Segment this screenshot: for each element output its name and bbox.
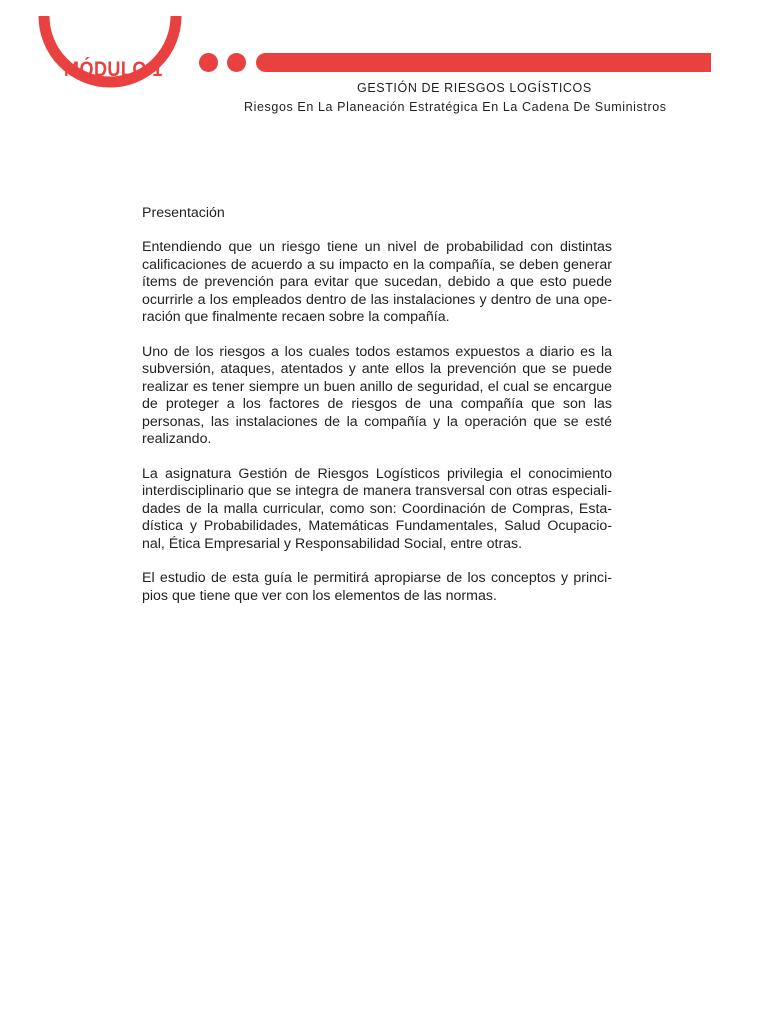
module-label: MÓDULO 1 [64, 58, 163, 81]
section-heading: Presentación [142, 205, 225, 221]
page-header [0, 0, 768, 140]
course-title: GESTIÓN DE RIESGOS LOGÍSTICOS [357, 81, 592, 95]
presentation-section [142, 205, 612, 623]
header-dot-1 [199, 53, 218, 72]
header-bar [256, 53, 711, 72]
paragraph-2: Uno de los riesgos a los cuales todos estamos expuestos a diario es la subversión, ataques, atentados y ante ellos la prevención que se puede realizar es tener siempre un buen anillo de seguridad, el cual se encargue de proteger a los factores de riesgos de una compañía que son las personas, las instalaciones de la compañía y la operación que se esté realizando. [142, 343, 612, 447]
paragraph-4: El estudio de esta guía le permitirá apropiarse de los conceptos y princi-pios que tiene que ver con los elementos de las normas. [142, 570, 612, 604]
course-subtitle: Riesgos En La Planeación Estratégica En La Cadena De Suministros [244, 100, 667, 114]
paragraph-3: La asignatura Gestión de Riesgos Logísticos privilegia el conocimiento interdisciplinario que se integra de manera transversal con otras especiali-dades de la malla curricular, como son: Coordinación de Compras, Esta-dística y Probabilidades, Matemáticas Fundamentales, Salud Ocupacio-nal, Ética Empresarial y Responsabilidad Social, entre otras. [142, 465, 612, 552]
paragraph-1: Entendiendo que un riesgo tiene un nivel de probabilidad con distintas calificaciones de acuerdo a su impacto en la compañía, se deben generar ítems de prevención para evitar que sucedan, debido a que esto puede ocurrirle a los empleados dentro de las instalaciones y dentro de una ope-ración que finalmente recaen sobre la compañía. [142, 239, 612, 326]
header-dot-2 [227, 53, 246, 72]
